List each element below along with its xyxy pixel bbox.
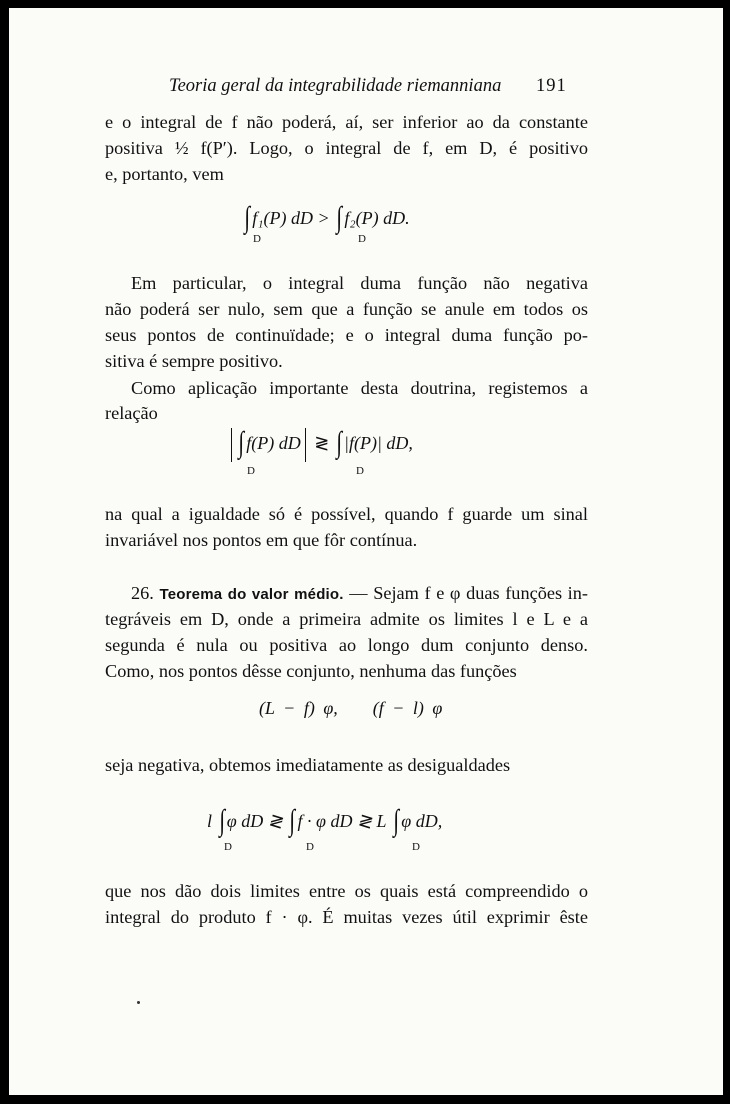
eq2-lhs: f(P) dD xyxy=(246,433,301,453)
text-line: que nos dão dois limites entre os quais está compreendido o xyxy=(105,881,588,901)
text-line: tegráveis em D, onde a primeira admite os limites l e L e a xyxy=(105,609,588,629)
eq3-first: (L − f) φ, xyxy=(259,698,338,718)
eq1-lhs: f₁(P) dD > xyxy=(252,208,330,228)
text-line: e, portanto, vem xyxy=(105,164,224,184)
eq2-sub-left: D xyxy=(247,465,255,477)
text-line: positiva ½ f(P′). Logo, o integral de f, em D, é positivo xyxy=(105,138,588,158)
eq4-term2: f · φ dD ≷ L xyxy=(297,811,387,831)
section-dash: — xyxy=(349,583,368,603)
equation-absolute-value: ∫ f(P) dD ≷ ∫ |f(P)| dD, D D xyxy=(227,423,413,462)
equation-functions xyxy=(259,698,442,719)
eq1-rhs: f₂(P) dD. xyxy=(344,208,410,228)
section-heading-line xyxy=(105,582,588,606)
eq4-term3: φ dD, xyxy=(401,811,443,831)
eq3-second: (f − l) φ xyxy=(372,698,443,718)
text-line: Em particular, o integral duma função não negativa xyxy=(131,273,588,293)
section-number: 26. xyxy=(131,583,154,603)
text-line: seja negativa, obtemos imediatamente as desigualdades xyxy=(105,755,511,775)
text-line: e o integral de f não poderá, aí, ser inferior ao da constante xyxy=(105,112,588,132)
eq4-sub-2: D xyxy=(306,841,314,853)
eq2-sub-right: D xyxy=(356,465,364,477)
section-heading: Teorema do valor médio. xyxy=(159,586,344,603)
text-line: segunda é nula ou positiva ao longo dum conjunto denso. xyxy=(105,635,588,655)
equation-mean-value-bounds: l ∫ φ dD ≷ ∫ f · φ dD ≷ L ∫ φ dD, D D D xyxy=(207,804,443,853)
text-line: na qual a igualdade só é possível, quando f guarde um sinal xyxy=(105,504,588,524)
text-line: relação xyxy=(105,403,158,423)
eq4-sub-3: D xyxy=(412,841,420,853)
text-line: integral do produto f · φ. É muitas vezes útil exprimir êste xyxy=(105,907,588,927)
eq4-term1: φ dD ≷ xyxy=(226,811,283,831)
text-line: invariável nos pontos em que fôr contínua. xyxy=(105,530,418,550)
eq1-sub-left: D xyxy=(253,233,261,245)
eq4-lower-limit: l xyxy=(207,811,213,831)
running-head-title: Teoria geral da integrabilidade riemanniana xyxy=(169,76,502,96)
text-line: não poderá ser nulo, sem que a função se anule em todos os xyxy=(105,299,588,319)
text-line: sitiva é sempre positivo. xyxy=(105,351,283,371)
page-number: 191 xyxy=(536,76,567,96)
text-line: Como aplicação importante desta doutrina, registemos a xyxy=(131,378,588,398)
text-line: seus pontos de continuïdade; e o integral duma função po- xyxy=(105,325,588,345)
eq2-rhs: |f(P)| dD, xyxy=(344,433,413,453)
eq4-sub-1: D xyxy=(224,841,232,853)
eq1-sub-right: D xyxy=(358,233,366,245)
eq2-relation: ≷ xyxy=(314,433,330,453)
book-page xyxy=(9,8,723,1095)
text-line: Como, nos pontos dêsse conjunto, nenhuma das funções xyxy=(105,661,517,681)
section-first-text: Sejam f e φ duas funções in- xyxy=(373,583,588,603)
equation-integral-inequality: ∫ f₁(P) dD > ∫ f₂(P) dD. D D xyxy=(244,201,410,245)
print-speck xyxy=(137,1001,140,1004)
